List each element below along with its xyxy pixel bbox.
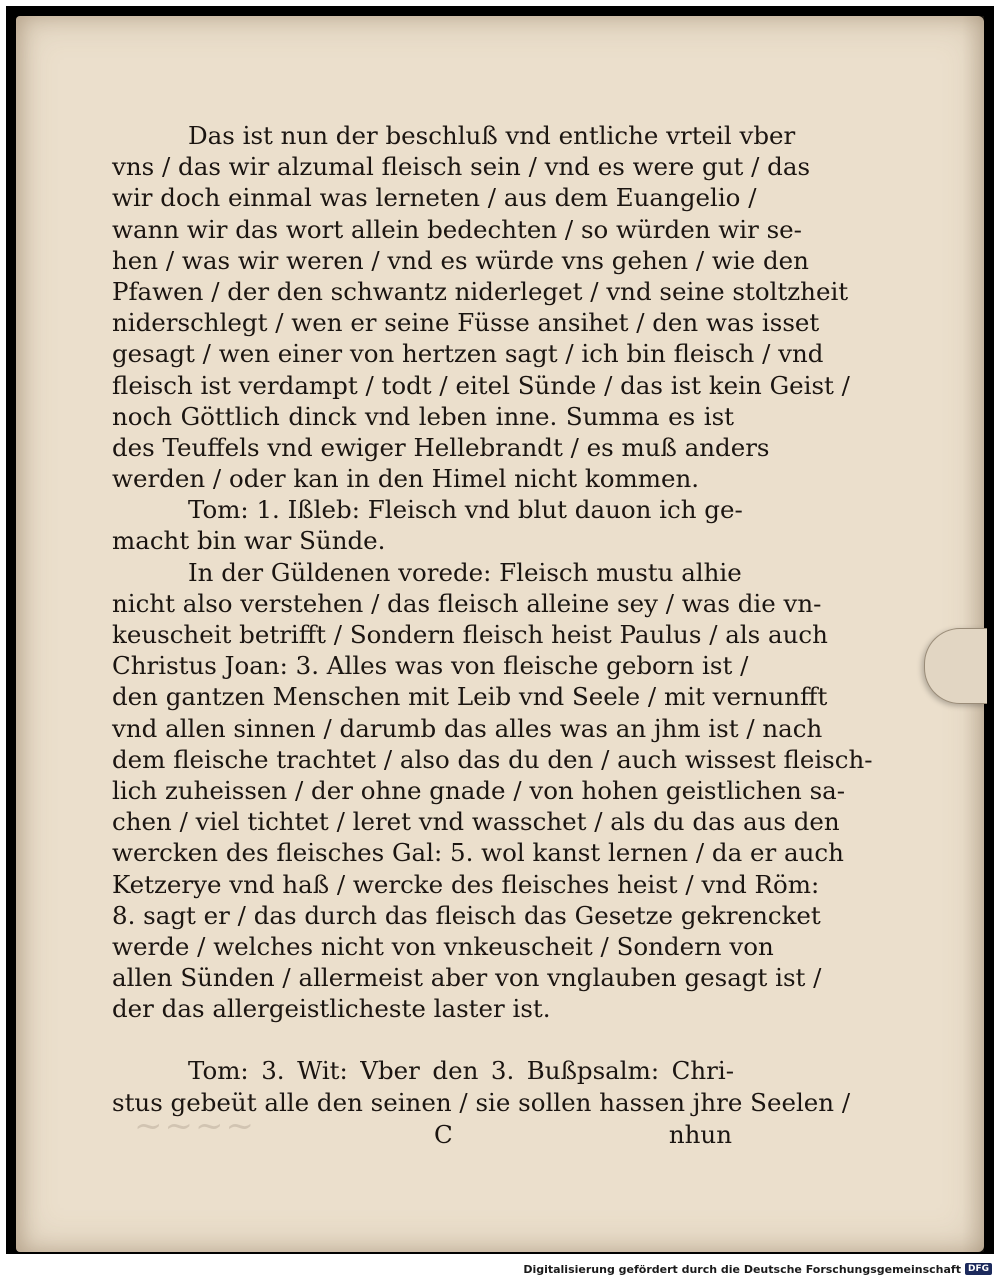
text-line: chen / viel tichtet / leret vnd wasschet / als du das aus den bbox=[112, 807, 840, 837]
text-line: werde / welches nicht von vnkeuscheit / Sondern von bbox=[112, 931, 774, 961]
page-text-block bbox=[112, 120, 873, 1152]
text-line: In der Güldenen vorede: Fleisch mustu alhie bbox=[188, 557, 742, 587]
scan-frame bbox=[6, 6, 994, 1254]
text-line: vns / das wir alzumal fleisch sein / vnd es were gut / das bbox=[112, 152, 811, 182]
bleed-through-ink: ~~~~ bbox=[134, 1106, 256, 1146]
text-line: fleisch ist verdampt / todt / eitel Sünde / das ist kein Geist / bbox=[112, 370, 850, 400]
text-line: den gantzen Menschen mit Leib vnd Seele / mit vernunfft bbox=[112, 682, 828, 712]
text-line: macht bin war Sünde. bbox=[112, 526, 386, 556]
text-line: wir doch einmal was lerneten / aus dem Euangelio / bbox=[112, 183, 757, 213]
text-line: keuscheit betrifft / Sondern fleisch heist Paulus / als auch bbox=[112, 620, 828, 649]
text-line: Tom: 3. Wit: Vber den 3. Bußpsalm: Chri- bbox=[188, 1056, 734, 1086]
text-line: der das allergeistlicheste laster ist. bbox=[112, 994, 551, 1024]
text-line: niderschlegt / wen er seine Füsse ansihet / den was isset bbox=[112, 308, 820, 338]
text-line: werden / oder kan in den Himel nicht kommen. bbox=[112, 464, 700, 494]
text-line: dem fleische trachtet / also das du den / auch wissest fleisch- bbox=[112, 744, 873, 774]
text-line: lich zuheissen / der ohne gnade / von hohen geistlichen sa- bbox=[112, 775, 846, 805]
book-page bbox=[16, 16, 984, 1252]
text-line: nicht also verstehen / das fleisch alleine sey / was die vn- bbox=[112, 588, 822, 618]
text-line: stus gebeüt alle den seinen / sie sollen hassen jhre Seelen / bbox=[112, 1087, 851, 1117]
footer-credit: Digitalisierung gefördert durch die Deutsche Forschungsgemeinschaft bbox=[523, 1262, 961, 1276]
text-line: des Teuffels vnd ewiger Hellebrandt / es muß anders bbox=[112, 432, 770, 462]
signature-mark: C bbox=[434, 1119, 453, 1149]
text-line: Das ist nun der beschluß vnd entliche vrteil vber bbox=[188, 121, 796, 150]
page-foot-row bbox=[112, 1118, 734, 1152]
text-line: Ketzerye vnd haß / wercke des fleisches heist / vnd Röm: bbox=[112, 869, 820, 899]
text-line: gesagt / wen einer von hertzen sagt / ich bin fleisch / vnd bbox=[112, 339, 824, 369]
text-line: hen / was wir weren / vnd es würde vns gehen / wie den bbox=[112, 245, 809, 275]
text-line: Christus Joan: 3. Alles was von fleische geborn ist / bbox=[112, 651, 749, 681]
dfg-logo-icon: DFG bbox=[965, 1263, 992, 1275]
footer-bar bbox=[0, 1258, 1000, 1280]
text-line: Tom: 1. Ißleb: Fleisch vnd blut dauon ich ge- bbox=[188, 495, 743, 525]
text-line: 8. sagt er / das durch das fleisch das Gesetze gekrencket bbox=[112, 900, 821, 930]
catchword: nhun bbox=[668, 1119, 732, 1149]
text-line: wann wir das wort allein bedechten / so würden wir se- bbox=[112, 214, 802, 244]
text-line: vnd allen sinnen / darumb das alles was an jhm ist / nach bbox=[112, 713, 823, 743]
text-line: Pfawen / der den schwantz niderleget / vnd seine stoltzheit bbox=[112, 276, 849, 306]
text-line: wercken des fleisches Gal: 5. wol kanst lernen / da er auch bbox=[112, 838, 844, 868]
book-clasp-tab bbox=[924, 628, 987, 704]
text-line: noch Göttlich dinck vnd leben inne. Summa es ist bbox=[112, 401, 734, 431]
text-line: allen Sünden / allermeist aber von vnglauben gesagt ist / bbox=[112, 963, 822, 993]
